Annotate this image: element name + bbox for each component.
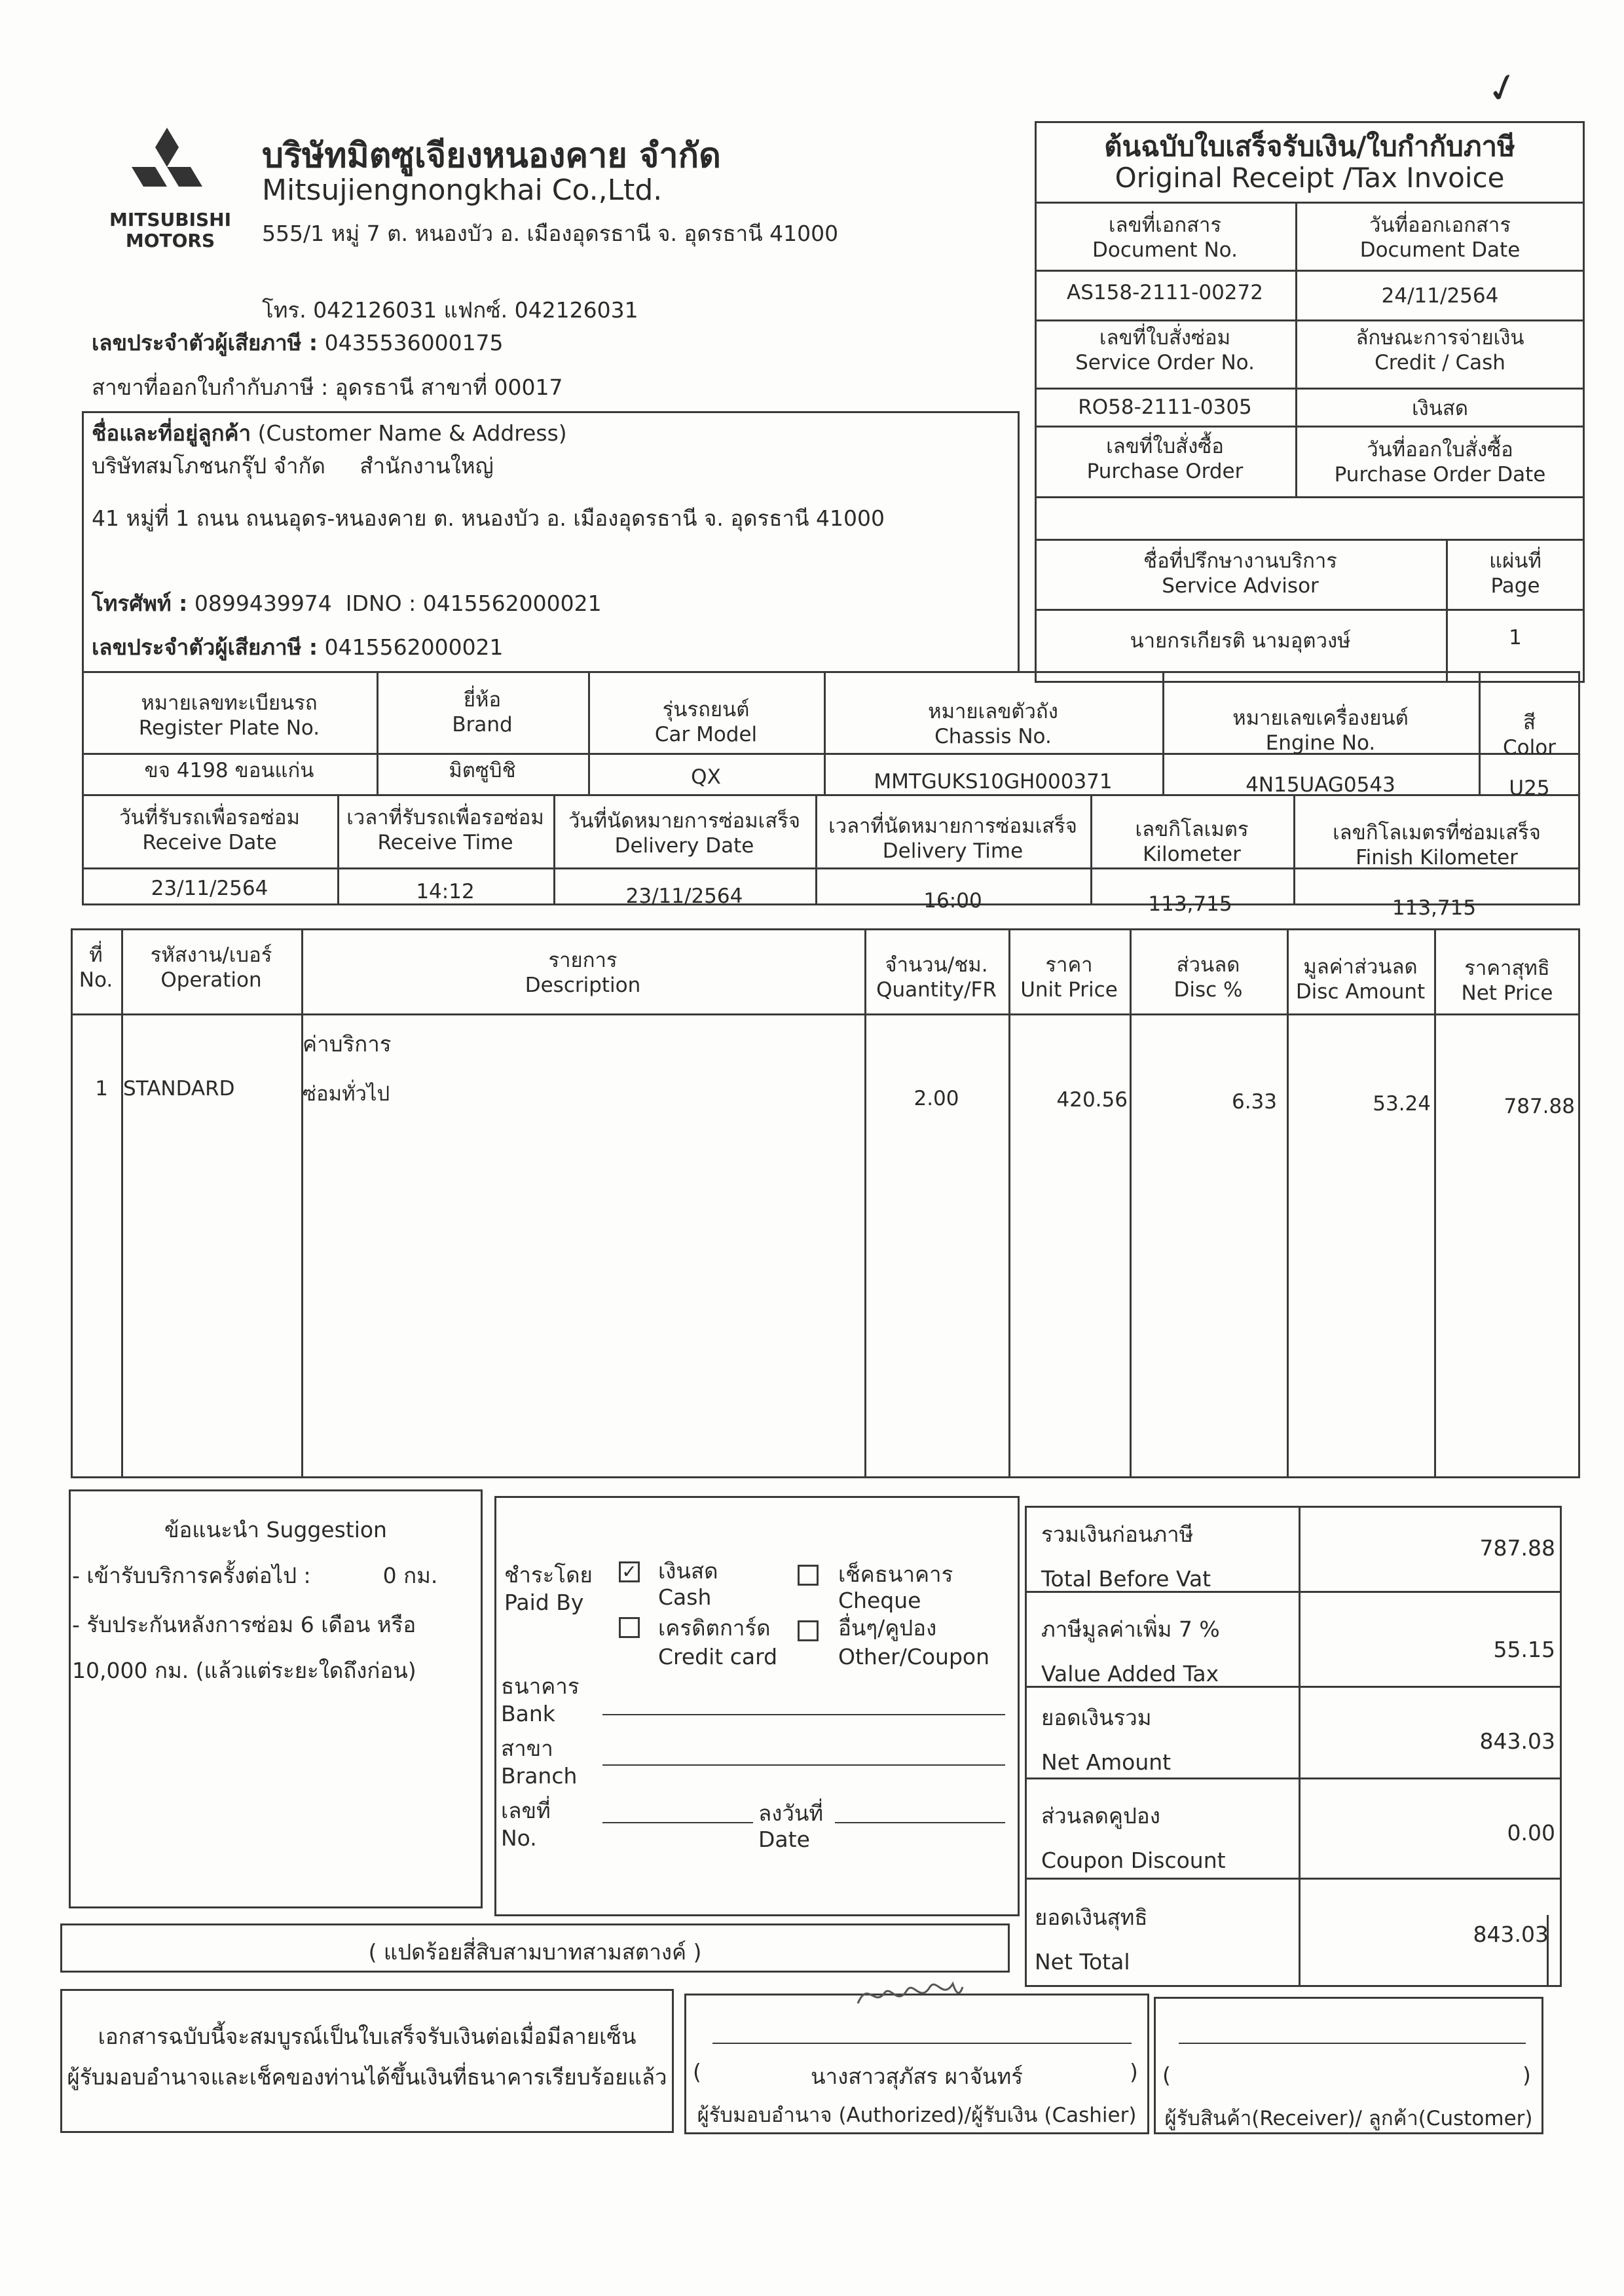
customer-heading: ชื่อและที่อยู่ลูกค้า (Customer Name & Address) bbox=[92, 420, 567, 446]
suggestion-line3: 10,000 กม. (แล้วแต่ระยะใดถึงก่อน) bbox=[72, 1658, 416, 1683]
item-net-price: 787.88 bbox=[1504, 1095, 1575, 1118]
engine-label: หมายเลขเครื่องยนต์ Engine No. bbox=[1232, 706, 1409, 755]
check-mark: ✓ bbox=[1481, 62, 1525, 115]
item-category: ค่าบริการ bbox=[303, 1031, 392, 1057]
item-quantity: 2.00 bbox=[913, 1087, 959, 1110]
chassis-label: หมายเลขตัวถัง Chassis No. bbox=[928, 700, 1058, 748]
col-no-header: ที่ No. bbox=[79, 943, 113, 992]
receive-time: 14:12 bbox=[416, 880, 475, 903]
col-quantity-header: จำนวน/ชม. Quantity/FR bbox=[876, 953, 997, 1002]
receive-time-label: เวลาที่รับรถเพื่อรอซ่อม Receive Time bbox=[346, 806, 544, 854]
signer-close-paren: ) bbox=[1130, 2059, 1138, 2085]
other-coupon-checkbox[interactable] bbox=[798, 1620, 819, 1641]
net-amount: 843.03 bbox=[1479, 1728, 1555, 1754]
color-value: U25 bbox=[1509, 776, 1550, 800]
doc-no-label: เลขที่เอกสาร Document No. bbox=[1092, 213, 1238, 262]
service-order-no: RO58-2111-0305 bbox=[1078, 395, 1252, 419]
kilometer: 113,715 bbox=[1148, 892, 1232, 916]
service-order-label: เลขที่ใบสั่งซ่อม Service Order No. bbox=[1075, 326, 1255, 374]
other-coupon-label: อื่นๆ/คูปอง Other/Coupon bbox=[838, 1615, 990, 1669]
item-disc-amount: 53.24 bbox=[1373, 1092, 1431, 1116]
suggestion-box bbox=[69, 1489, 483, 1908]
receive-date: 23/11/2564 bbox=[151, 877, 268, 900]
signer-open-paren: ( bbox=[693, 2059, 701, 2085]
cheque-label: เช็คธนาคาร Cheque bbox=[838, 1561, 953, 1613]
suggestion-line1: - เข้ารับบริการครั้งต่อไป : 0 กม. bbox=[72, 1563, 438, 1588]
payment-type-label: ลักษณะการจ่ายเงิน Credit / Cash bbox=[1356, 326, 1524, 374]
cash-label: เงินสด Cash bbox=[658, 1558, 718, 1610]
total-before-vat: 787.88 bbox=[1479, 1535, 1555, 1561]
cheque-no-input-line[interactable] bbox=[602, 1822, 753, 1823]
item-disc: 6.33 bbox=[1231, 1090, 1277, 1114]
net-total-label: ยอดเงินสุทธิ Net Total bbox=[1035, 1904, 1148, 1975]
engine-value: 4N15UAG0543 bbox=[1246, 773, 1395, 797]
customer-tax-id: เลขประจำตัวผู้เสียภาษี : 0415562000021 bbox=[92, 634, 504, 660]
col-operation-header: รหัสงาน/เบอร์ Operation bbox=[150, 943, 272, 992]
customer-address: 41 หมู่ที่ 1 ถนน ถนนอุดร-หนองคาย ต. หนองบัว อ. เมืองอุดรธานี จ. อุดรธานี 41000 bbox=[92, 505, 885, 531]
finish-km-label: เลขกิโลเมตรที่ซ่อมเสร็จ Finish Kilometer bbox=[1333, 821, 1541, 869]
delivery-date: 23/11/2564 bbox=[625, 884, 743, 908]
bank-label: ธนาคาร Bank bbox=[501, 1673, 580, 1726]
plate-label: หมายเลขทะเบียนรถ Register Plate No. bbox=[138, 691, 320, 740]
signer-role: ผู้รับมอบอำนาจ (Authorized)/ผู้รับเงิน (Cashier) bbox=[697, 2104, 1137, 2127]
doc-date-label: วันที่ออกเอกสาร Document Date bbox=[1359, 213, 1521, 262]
signature-icon bbox=[851, 1967, 969, 2020]
item-description: ซ่อมทั่วไป bbox=[303, 1082, 390, 1106]
col-disc-amount-header: มูลค่าส่วนลด Disc Amount bbox=[1295, 955, 1426, 1004]
brand-value: มิตซูบิชิ bbox=[449, 759, 516, 782]
vat-label: ภาษีมูลค่าเพิ่ม 7 % Value Added Tax bbox=[1041, 1616, 1220, 1686]
cheque-no-label: เลขที่ No. bbox=[501, 1798, 551, 1851]
company-phone: โทร. 042126031 แฟกซ์. 042126031 bbox=[262, 297, 638, 323]
credit-card-label: เครดิตการ์ด Credit card bbox=[658, 1615, 778, 1669]
item-operation: STANDARD bbox=[123, 1077, 235, 1101]
net-total: 843.03 bbox=[1473, 1922, 1549, 1947]
cash-checkbox[interactable]: ✓ bbox=[619, 1561, 640, 1582]
company-tax-id: เลขประจำตัวผู้เสียภาษี : 0435536000175 bbox=[92, 330, 504, 355]
total-before-vat-label: รวมเงินก่อนภาษี Total Before Vat bbox=[1041, 1522, 1211, 1592]
page-label: แผ่นที่ Page bbox=[1489, 549, 1541, 598]
col-unit-price-header: ราคา Unit Price bbox=[1020, 953, 1118, 1002]
mitsubishi-logo-icon bbox=[121, 124, 213, 203]
signer-name: นางสาวสุภัสร ผาจันทร์ bbox=[811, 2064, 1023, 2089]
delivery-time-label: เวลาที่นัดหมายการซ่อมเสร็จ Delivery Time bbox=[828, 814, 1077, 863]
receiver-close-paren: ) bbox=[1522, 2062, 1531, 2088]
doc-no: AS158-2111-00272 bbox=[1067, 281, 1263, 304]
company-branch: สาขาที่ออกใบกำกับภาษี : อุดรธานี สาขาที่ 00017 bbox=[92, 374, 563, 400]
chassis-value: MMTGUKS10GH000371 bbox=[874, 770, 1113, 793]
receiver-role: ผู้รับสินค้า(Receiver)/ ลูกค้า(Customer) bbox=[1164, 2107, 1533, 2130]
paid-by-label: ชำระโดย Paid By bbox=[504, 1562, 593, 1615]
purchase-order-date-label: วันที่ออกใบสั่งซื้อ Purchase Order Date bbox=[1334, 438, 1546, 486]
col-disc-header: ส่วนลด Disc % bbox=[1173, 953, 1243, 1002]
items-table bbox=[71, 928, 1580, 1478]
suggestion-title: ข้อแนะนำ Suggestion bbox=[164, 1517, 387, 1542]
cheque-date-input-line[interactable] bbox=[835, 1822, 1005, 1823]
customer-phone: โทรศัพท์ : 0899439974 IDNO : 0415562000021 bbox=[92, 591, 602, 616]
page-number: 1 bbox=[1509, 626, 1522, 649]
brand-name: MITSUBISHI MOTORS bbox=[109, 209, 232, 251]
km-label: เลขกิโลเมตร Kilometer bbox=[1135, 818, 1249, 866]
doc-title: ต้นฉบับใบเสร็จรับเงิน/ใบกำกับภาษี Original Receipt /Tax Invoice bbox=[1104, 130, 1515, 194]
company-name-th: บริษัทมิตซูเจียงหนองคาย จำกัด bbox=[262, 136, 721, 175]
delivery-date-label: วันที่นัดหมายการซ่อมเสร็จ Delivery Date bbox=[568, 809, 801, 858]
advisor-label: ชื่อที่ปรึกษางานบริการ Service Advisor bbox=[1143, 549, 1337, 598]
branch-label: สาขา Branch bbox=[501, 1736, 578, 1789]
cheque-checkbox[interactable] bbox=[798, 1565, 819, 1586]
receive-date-label: วันที่รับรถเพื่อรอซ่อม Receive Date bbox=[119, 806, 300, 854]
amount-in-words: ( แปดร้อยสี่สิบสามบาทสามสตางค์ ) bbox=[368, 1939, 702, 1965]
coupon-discount: 0.00 bbox=[1507, 1820, 1555, 1846]
customer-name: บริษัทสมโภชนกรุ๊ป จำกัด สำนักงานใหญ่ bbox=[92, 453, 494, 479]
payment-type: เงินสด bbox=[1412, 397, 1468, 420]
advisor-name: นายกรเกียรติ นามอุตวงษ์ bbox=[1130, 629, 1351, 653]
item-no: 1 bbox=[95, 1077, 108, 1101]
col-description-header: รายการ Description bbox=[525, 949, 641, 997]
cheque-date-label: ลงวันที่ Date bbox=[758, 1800, 824, 1852]
branch-input-line[interactable] bbox=[602, 1764, 1005, 1766]
bank-input-line[interactable] bbox=[602, 1714, 1005, 1715]
model-label: รุ่นรถยนต์ Car Model bbox=[654, 698, 758, 746]
item-unit-price: 420.56 bbox=[1056, 1088, 1128, 1112]
company-name-en: Mitsujiengnongkhai Co.,Ltd. bbox=[262, 173, 663, 207]
net-amount-label: ยอดเงินรวม Net Amount bbox=[1041, 1705, 1172, 1775]
brand-label: ยี่ห้อ Brand bbox=[452, 688, 513, 737]
doc-date: 24/11/2564 bbox=[1381, 284, 1499, 308]
company-address: 555/1 หมู่ 7 ต. หนองบัว อ. เมืองอุดรธานี จ. อุดรธานี 41000 bbox=[262, 221, 839, 246]
col-net-price-header: ราคาสุทธิ Net Price bbox=[1461, 957, 1553, 1005]
suggestion-line2: - รับประกันหลังการซ่อม 6 เดือน หรือ bbox=[72, 1612, 416, 1637]
color-label: สี Color bbox=[1503, 711, 1556, 759]
plate-value: ขจ 4198 ขอนแก่น bbox=[144, 759, 314, 782]
model-value: QX bbox=[691, 765, 721, 789]
coupon-discount-label: ส่วนลดคูปอง Coupon Discount bbox=[1041, 1803, 1226, 1873]
purchase-order-label: เลขที่ใบสั่งซื้อ Purchase Order bbox=[1086, 435, 1244, 483]
receiver-open-paren: ( bbox=[1162, 2062, 1171, 2088]
credit-card-checkbox[interactable] bbox=[619, 1617, 640, 1638]
finish-kilometer: 113,715 bbox=[1392, 896, 1477, 920]
delivery-time: 16:00 bbox=[923, 889, 982, 913]
vat-amount: 55.15 bbox=[1493, 1637, 1555, 1662]
footer-note: เอกสารฉบับนี้จะสมบูรณ์เป็นใบเสร็จรับเงินต่อเมื่อมีลายเซ็น ผู้รับมอบอำนาจและเช็คของท่านได้ขึ้นเงินที่ธนาคารเรียบร้อยแล้ว bbox=[67, 2024, 667, 2090]
